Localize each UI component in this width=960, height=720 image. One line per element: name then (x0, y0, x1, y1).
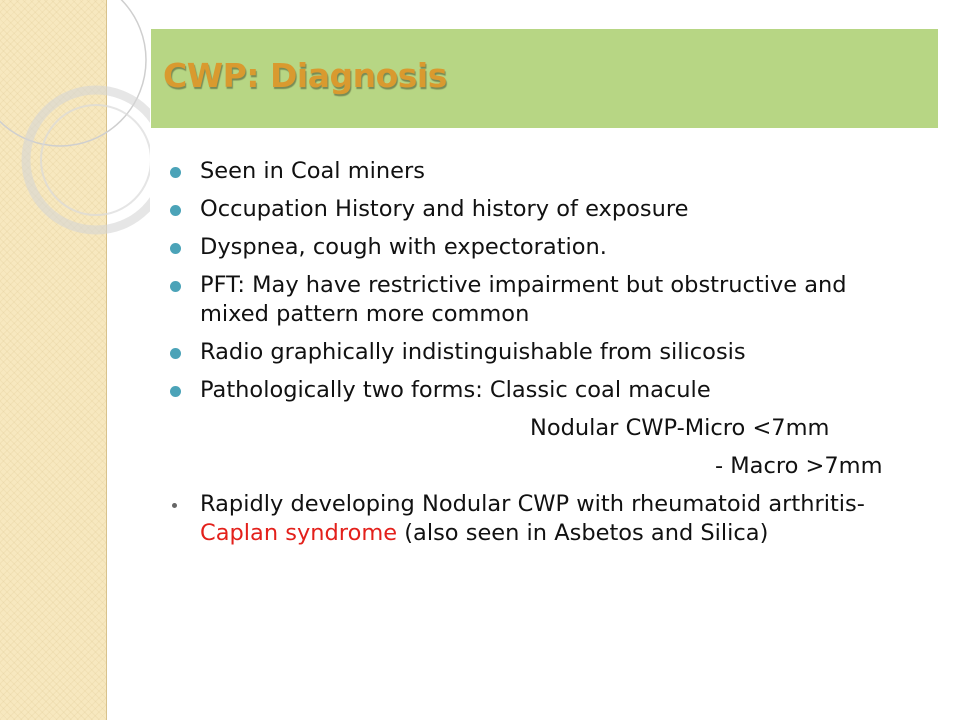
bullet-item (150, 271, 920, 329)
bullet-text: Occupation History and history of exposure (200, 196, 689, 222)
bullet-item (150, 376, 920, 405)
bullet-item (150, 157, 920, 186)
bullet-text: Radio graphically indistinguishable from silicosis (200, 339, 746, 365)
bullet-icon (170, 205, 181, 216)
slide-title: CWP: Diagnosis (163, 56, 447, 95)
bullet-item (150, 233, 920, 262)
bullet-item (150, 338, 920, 367)
bullet-text-after: (also seen in Asbetos and Silica) (397, 520, 769, 546)
bullet-item (150, 195, 920, 224)
bullet-text: Seen in Coal miners (200, 158, 425, 184)
bullet-icon (170, 167, 181, 178)
bullet-icon (170, 243, 181, 254)
bullet-icon (170, 281, 181, 292)
bullet-text: PFT: May have restrictive impairment but obstructive and mixed pattern more common (200, 272, 847, 327)
continuation-text: - Macro >7mm (715, 453, 883, 479)
continuation-text: Nodular CWP-Micro <7mm (530, 415, 830, 441)
bullet-icon (170, 348, 181, 359)
decorative-ring-medium (26, 90, 150, 230)
bullet-icon (170, 386, 181, 397)
bullet-text-before: Rapidly developing Nodular CWP with rheumatoid arthritis- (200, 491, 865, 517)
decorative-ring-small (41, 105, 150, 215)
bullet-list (150, 157, 920, 557)
bullet-icon (172, 503, 177, 508)
continuation-line (150, 414, 920, 443)
bullet-item (150, 490, 920, 548)
decorative-rings (0, 0, 150, 260)
continuation-line (150, 452, 920, 481)
bullet-text: Pathologically two forms: Classic coal macule (200, 377, 711, 403)
title-bar (151, 29, 938, 128)
bullet-text: Dyspnea, cough with expectoration. (200, 234, 607, 260)
decorative-ring-large (0, 0, 146, 146)
caplan-syndrome-highlight: Caplan syndrome (200, 520, 398, 546)
